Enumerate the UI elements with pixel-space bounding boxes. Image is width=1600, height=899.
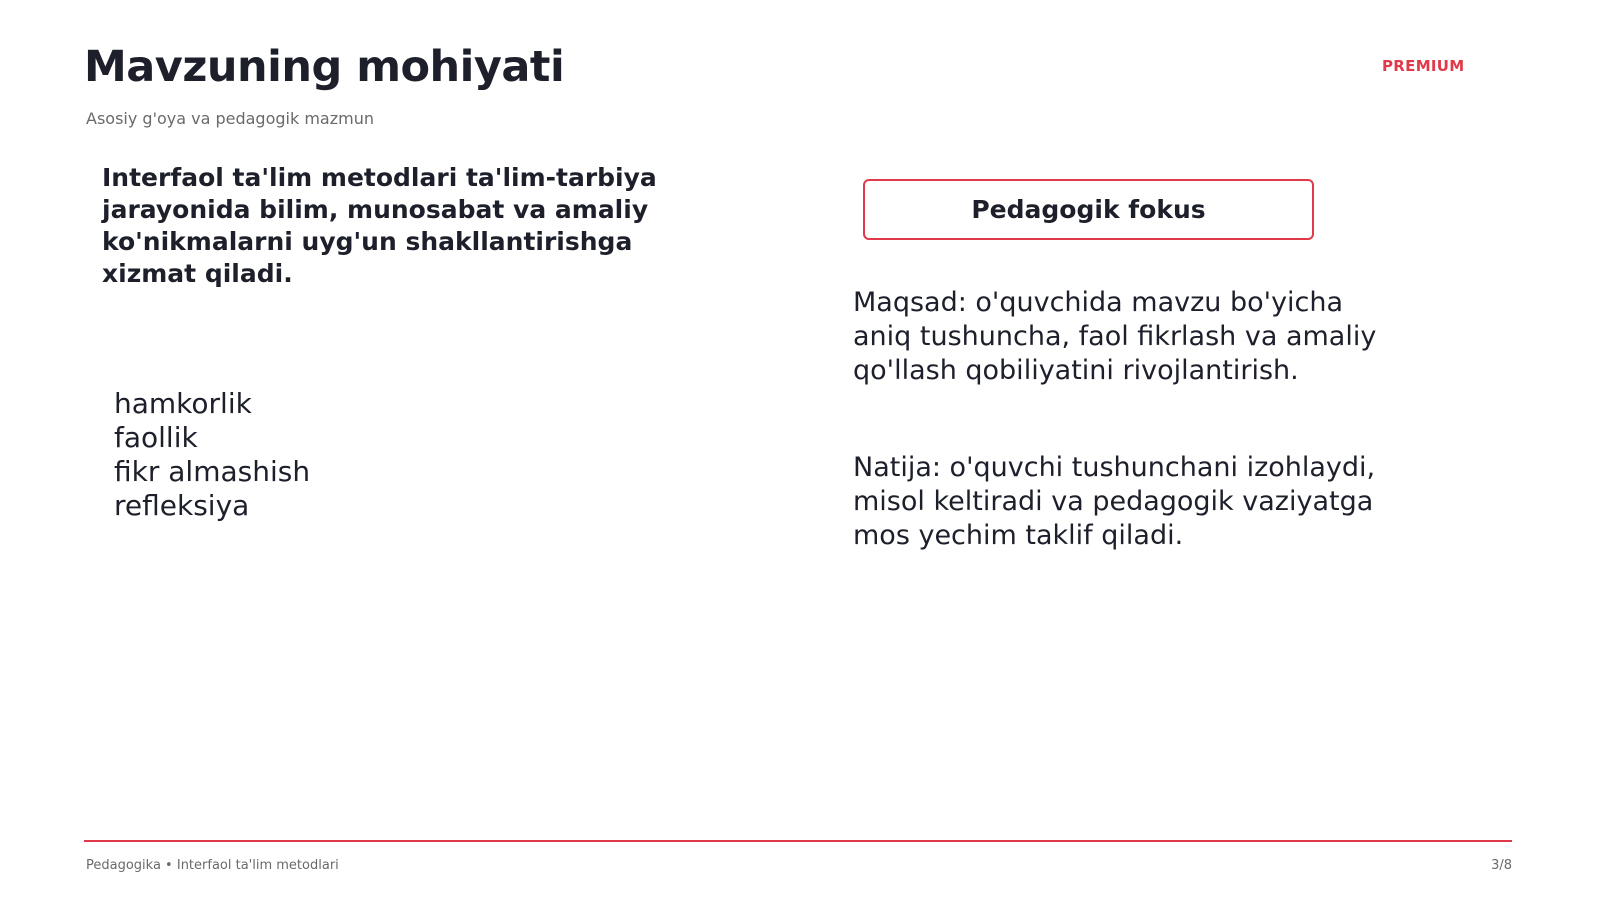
keyword-item: refleksiya: [114, 489, 250, 522]
page-number: 3/8: [1491, 858, 1512, 873]
footer-caption: Pedagogika • Interfaol ta'lim metodlari: [86, 858, 339, 873]
result-text: Natija: o'quvchi tushunchani izohlaydi, misol keltiradi va pedagogik vaziyatga mos yechim taklif qiladi.: [853, 452, 1376, 551]
footer-divider: [84, 840, 1512, 842]
keyword-item: hamkorlik: [114, 387, 252, 420]
keyword-list: [114, 387, 310, 523]
keyword-item: faollik: [114, 421, 198, 454]
focus-label: Pedagogik fokus: [971, 195, 1206, 224]
lead-statement: Interfaol ta'lim metodlari ta'lim-tarbiya jarayonida bilim, munosabat va amaliy ko'nikmalarni uyg'un shakllantirishga xizmat qiladi.: [102, 163, 657, 288]
goal-text: Maqsad: o'quvchida mavzu bo'yicha aniq tushuncha, faol fikrlash va amaliy qo'llash qobiliyatini rivojlantirish.: [853, 287, 1377, 386]
page-subtitle: Asosiy g'oya va pedagogik mazmun: [86, 109, 374, 128]
page-title: Mavzuning mohiyati: [84, 42, 565, 92]
keyword-item: fikr almashish: [114, 455, 311, 488]
focus-box: [863, 179, 1314, 240]
premium-badge: PREMIUM: [1382, 57, 1465, 75]
